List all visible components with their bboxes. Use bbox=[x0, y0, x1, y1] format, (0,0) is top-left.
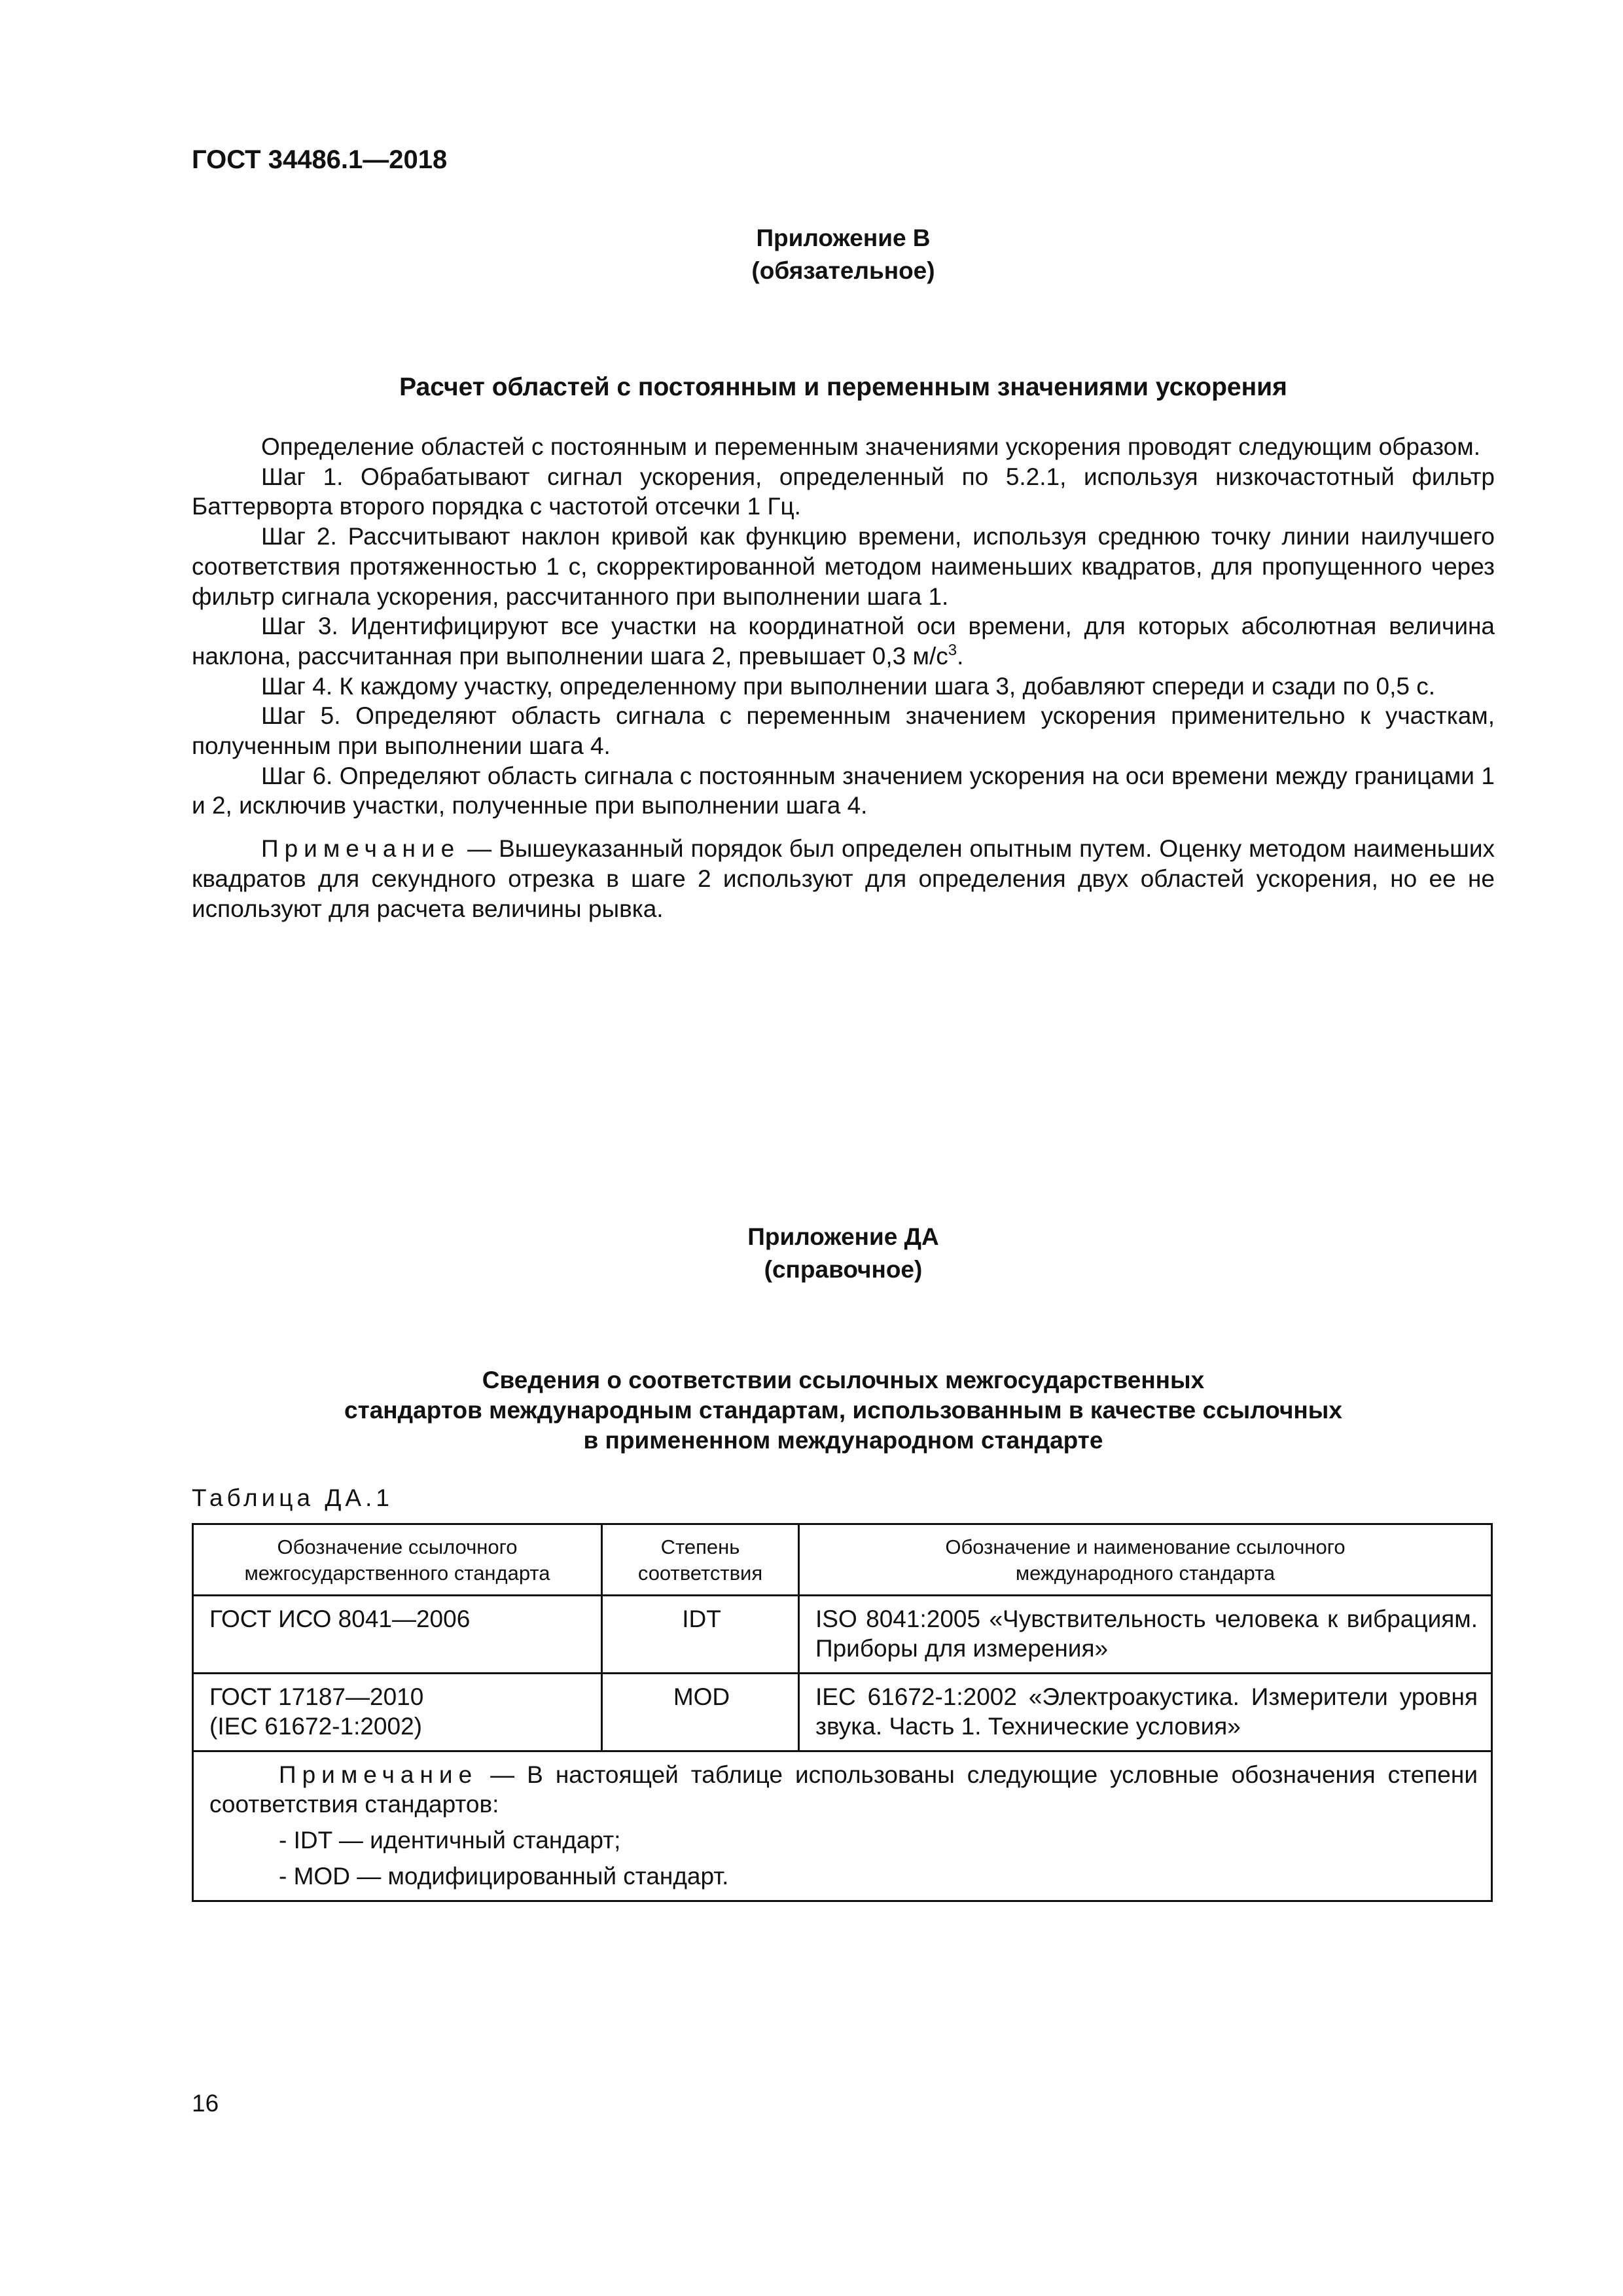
column-header-degree: Степень соответствия bbox=[602, 1524, 799, 1596]
step3-text: Шаг 3. Идентифицируют все участки на координатной оси времени, для которых абсолютная величина наклона, рассчитанная при выполнении шага 2, превышает 0,3 м/с bbox=[192, 613, 1495, 670]
paragraph: Шаг 2. Рассчитывают наклон кривой как функцию времени, используя среднюю точку линии наилучшего соответствия протяженностью 1 с, скорректированной методом наименьших квадратов, для пропущенного через фильтр сигнала ускорения, рассчитанного при выполнении шага 1. bbox=[192, 523, 1495, 610]
paragraph: Определение областей с постоянным и переменным значениями ускорения проводят следующим образом. bbox=[261, 433, 1480, 460]
step3-superscript: 3 bbox=[948, 641, 957, 659]
appendix-da-heading bbox=[192, 1365, 1495, 1456]
appendix-v-body bbox=[192, 432, 1495, 924]
appendix-da-title: Приложение ДА bbox=[747, 1223, 939, 1250]
note-list-item: - MOD — модифицированный стандарт. bbox=[279, 1863, 729, 1890]
reference-standards-table bbox=[192, 1523, 1493, 1902]
note-label: Примечание bbox=[261, 835, 461, 863]
cell-degree: IDT bbox=[602, 1596, 799, 1674]
paragraph: Шаг 5. Определяют область сигнала с переменным значением ускорения применительно к участкам, полученным при выполнении шага 4. bbox=[192, 702, 1495, 760]
appendix-da-status: (справочное) bbox=[764, 1256, 923, 1283]
heading-line: стандартов международным стандартам, использованным в качестве ссылочных bbox=[344, 1397, 1342, 1424]
page-number: 16 bbox=[192, 2090, 219, 2117]
cell-international: IEC 61672-1:2002 «Электроакустика. Измерители уровня звука. Часть 1. Технические условия» bbox=[799, 1674, 1492, 1751]
table-caption: Таблица ДА.1 bbox=[192, 1484, 393, 1511]
step3-end: . bbox=[957, 642, 964, 670]
note-list-item: - IDT — идентичный стандарт; bbox=[279, 1827, 621, 1854]
table-row bbox=[193, 1674, 1492, 1751]
note-text: — Вышеуказанный порядок был определен опытным путем. Оценку методом наименьших квадратов для секундного отрезка в шаге 2 используют для определения двух областей ускорения, но ее не используют для расчета величины рывка. bbox=[192, 835, 1495, 922]
cell-designation: ГОСТ 17187—2010 (IEC 61672-1:2002) bbox=[193, 1674, 602, 1751]
column-header-international: Обозначение и наименование ссылочного международного стандарта bbox=[799, 1524, 1492, 1596]
paragraph: Шаг 1. Обрабатывают сигнал ускорения, определенный по 5.2.1, используя низкочастотный фильтр Баттерворта второго порядка с частотой отсечки 1 Гц. bbox=[192, 463, 1495, 520]
cell-degree: MOD bbox=[602, 1674, 799, 1751]
cell-international: ISO 8041:2005 «Чувствительность человека к вибрациям. Приборы для измерения» bbox=[799, 1596, 1492, 1674]
note-label: Примечание bbox=[279, 1761, 478, 1788]
appendix-v-status: (обязательное) bbox=[751, 257, 935, 284]
heading-line: Сведения о соответствии ссылочных межгосударственных bbox=[482, 1367, 1205, 1393]
heading-line: в примененном международном стандарте bbox=[583, 1427, 1103, 1454]
appendix-v-heading: Расчет областей с постоянным и переменным значениями ускорения bbox=[399, 373, 1287, 401]
column-header-designation: Обозначение ссылочного межгосударственного стандарта bbox=[193, 1524, 602, 1596]
appendix-v-title: Приложение В bbox=[756, 224, 931, 251]
table-note-row bbox=[193, 1751, 1492, 1901]
paragraph-step3 bbox=[192, 611, 1495, 671]
appendix-v-note bbox=[192, 834, 1495, 924]
table-row bbox=[193, 1596, 1492, 1674]
table-header-row bbox=[193, 1524, 1492, 1596]
table-note bbox=[193, 1751, 1492, 1901]
document-code: ГОСТ 34486.1—2018 bbox=[192, 145, 448, 174]
cell-designation: ГОСТ ИСО 8041—2006 bbox=[193, 1596, 602, 1674]
note-text: — В настоящей таблице использованы следующие условные обозначения степени соответствия стандартов: bbox=[209, 1761, 1478, 1818]
paragraph: Шаг 6. Определяют область сигнала с постоянным значением ускорения на оси времени между границами 1 и 2, исключив участки, полученные при выполнении шага 4. bbox=[192, 762, 1495, 819]
paragraph: Шаг 4. К каждому участку, определенному при выполнении шага 3, добавляют спереди и сзади по 0,5 с. bbox=[261, 672, 1436, 700]
